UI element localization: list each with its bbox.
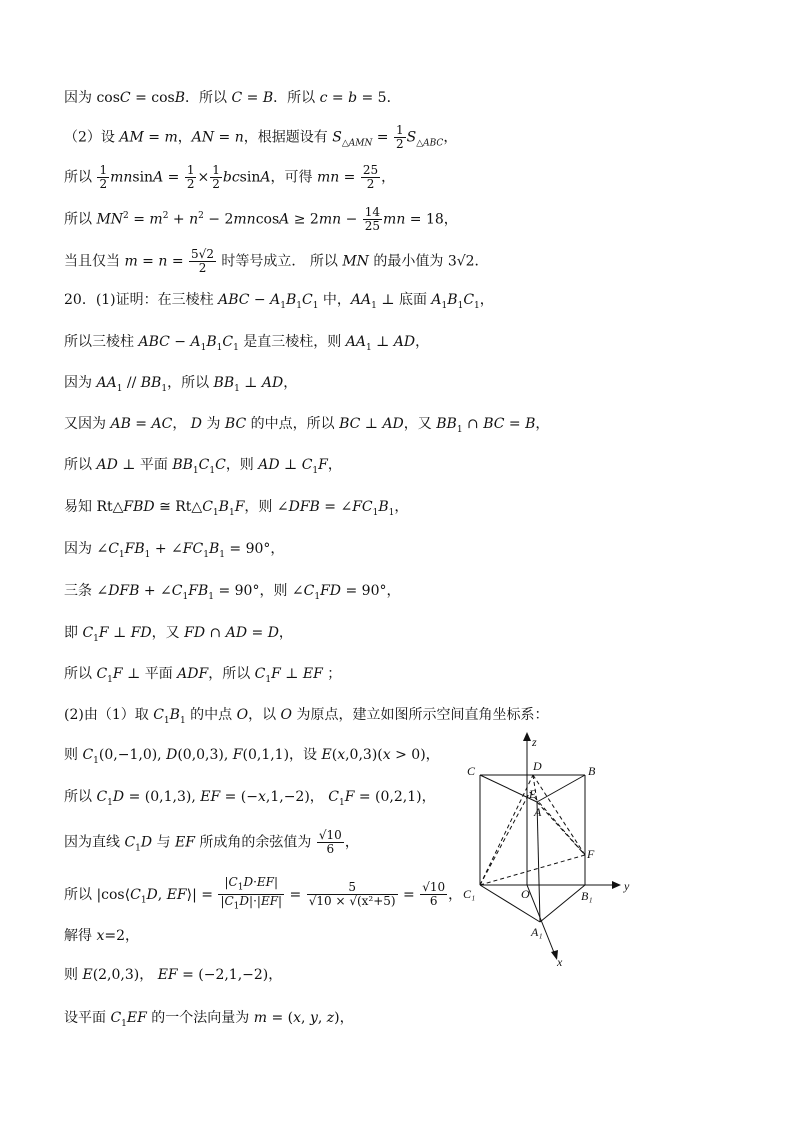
text-line-3: 所以 $\frac{1}{2}$ mnsinA = $\frac{1}{2}$ × $\frac{1}{2}$ bcsinA，可得 mn = $\frac{25}{2}$ ， bbox=[64, 163, 396, 191]
label-A1: A₁ bbox=[531, 925, 543, 939]
text-line-13: 三条 ∠DFB + $\angle C_1FB_1 = 90^\circ$，则 $\angle C_1FD = 90^\circ$， bbox=[64, 583, 401, 602]
text-line-17: 则 $C_1(0,-1,0)$, D(0,0,3), F(0,1,1)，设 E(x,0,3)(x > 0)， bbox=[64, 747, 440, 766]
text-line-8: 因为 $AA_1 // BB_1$，所以 $BB_1$ ⊥ AD， bbox=[64, 375, 298, 394]
label-O: O bbox=[521, 887, 530, 901]
label-y: y bbox=[624, 879, 630, 893]
text-line-23: 设平面 $C_1EF$ 的一个法向量为 m = (x, y, z)， bbox=[64, 1010, 354, 1029]
label-A: A bbox=[534, 805, 542, 819]
y-arrow bbox=[612, 881, 621, 889]
prism-coordinate-figure bbox=[455, 730, 645, 970]
edge-BA bbox=[537, 775, 585, 802]
label-F: F bbox=[587, 847, 595, 861]
dash-C1E bbox=[480, 792, 530, 885]
dash-C1F bbox=[480, 855, 585, 885]
text-line-14: 即 $C_1F$ ⊥ FD，又 FD ∩ AD = D， bbox=[64, 625, 293, 644]
label-D: D bbox=[533, 759, 542, 773]
text-line-22: 则 E(2,0,3)， EF = (−2,1,−2)， bbox=[64, 967, 283, 983]
text-line-16: (2)由（1）取 $C_1B_1$ 的中点 O，以 O 为原点，建立如图所示空间直角坐标系： bbox=[64, 707, 549, 726]
label-E: E bbox=[529, 787, 537, 801]
text-line-18: 所以 $C_1D = (0,1,3)$, EF = (−x,1,−2)， $C_1F = (0,2,1)$， bbox=[64, 789, 436, 808]
label-B: B bbox=[588, 764, 596, 778]
text-line-1: 因为 cosC = cosB．所以 C = B．所以 c = b = 5． bbox=[64, 90, 401, 106]
z-arrow bbox=[523, 732, 531, 741]
label-B1: B₁ bbox=[581, 889, 593, 903]
text-line-4: 所以 $MN^2 = m^2 + n^2 - 2mncosA \ge 2mn$ − $\frac{14}{25}$ mn = 18， bbox=[64, 205, 458, 234]
text-line-7: 所以三棱柱 ABC − $A_1B_1C_1$ 是直三棱柱，则 $AA_1$ ⊥ AD， bbox=[64, 334, 430, 353]
edge-C1A1 bbox=[480, 885, 540, 922]
text-line-15: 所以 $C_1F$ ⊥ 平面 ADF，所以 $C_1F$ ⊥ EF ； bbox=[64, 666, 342, 685]
text-line-12: 因为 $\angle C_1FB_1$ + $\angle FC_1B_1 = 90^\circ$， bbox=[64, 541, 285, 560]
label-C: C bbox=[467, 764, 476, 778]
text-line-2: （2）设 AM = m，AN = n，根据题设有 $S_{\triangle AMN}$ = $\frac{1}{2}$ $S_{\triangle ABC}$， bbox=[64, 123, 458, 151]
text-line-5: 当且仅当 m = n = $\frac{5√2}{2}$ 时等号成立． 所以 MN 的最小值为 3√2． bbox=[64, 247, 489, 275]
text-line-21: 解得 x=2， bbox=[64, 928, 139, 944]
edge-B1A1 bbox=[540, 885, 585, 922]
text-line-20: 所以 $|\cos⟨C_1D$, EF⟩| = $\frac{|C_1D\cdot EF|}{|C_1D|\cdot|EF|}$ = $\frac{5}{\text{√10 × √(x²+5)}}$ = $\frac{√10}{6}$ ， bbox=[64, 875, 463, 912]
dash-C1D bbox=[480, 775, 533, 885]
x-axis-line bbox=[527, 885, 555, 955]
edge-AA1 bbox=[537, 802, 540, 922]
text-line-19: 因为直线 $C_1D$ 与 EF 所成角的余弦值为 $\frac{√10}{6}$ ， bbox=[64, 828, 359, 856]
label-C1: C₁ bbox=[463, 887, 476, 901]
label-z: z bbox=[532, 735, 537, 749]
text-line-6: 20．(1)证明：在三棱柱 ABC − $A_1B_1C_1$ 中，$AA_1$ ⊥ 底面 $A_1B_1C_1$， bbox=[64, 292, 494, 311]
text-line-9: 又因为 AB = AC， D 为 BC 的中点，所以 BC ⊥ AD，又 $BB_1$ ∩ BC = B， bbox=[64, 416, 550, 435]
text-line-11: 易知 Rt△FBD ≅ $Rt\triangle C_1B_1F$，则 ∠DFB = $\angle FC_1B_1$， bbox=[64, 499, 409, 518]
label-x: x bbox=[557, 955, 563, 969]
text-line-10: 所以 AD ⊥ 平面 $BB_1C_1C$，则 AD ⊥ $C_1F$， bbox=[64, 457, 342, 476]
